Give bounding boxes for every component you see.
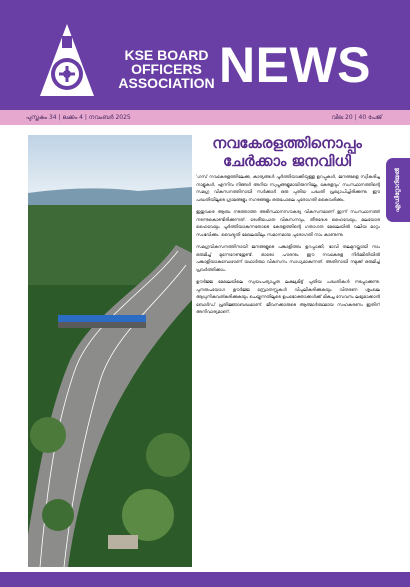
headline-line-2: ചേർക്കാം ജനവിധി bbox=[222, 152, 352, 170]
issue-details: പുസ്തകം 34 | ലക്കം 4 | നവംബർ 2025 bbox=[26, 114, 131, 121]
article-headline bbox=[197, 134, 377, 170]
section-tab-label: എഡിറ്റോറിയൽ bbox=[394, 167, 401, 213]
article-paragraph: സമഗ്രവികസനത്തിനായി ജനങ്ങളുടെ പങ്കാളിത്തം ഉറപ്പാക്കി, ഭാവി തലമുറയ്ക്കായി നാം ഒരുമിച്ച് മുന്നേറേണ്ടതുണ്ട്. ഓരോ പൗരനും ഈ നവകേരള നിർമ്മിതിയിൽ പങ്കാളിയാകുമ്പോഴാണ് യഥാർത്ഥ വികസനം സാധ്യമാകുന്നത്. അതിനായി നമുക്ക് ഒരുമിച്ച് പ്രവർത്തിക്കാം. bbox=[196, 245, 380, 273]
association-name bbox=[114, 48, 219, 90]
article-paragraph: 'ഗസ് നവകേരളത്തിലേക്കു, കാര്യങ്ങൾ പൂർത്തിയാക്കിയുള്ള ഉറപ്പുകൾ, ജനങ്ങളെ സ്വീകരിച്ച നാളുകൾ, എന്നിവ നിങ്ങൾ അറിയ സ്വപ്നങ്ങളുമായിരുന്നില്ലേ, കേരളവും' സംസ്ഥാനത്തിന്റെ സമഗ്ര വികസനത്തിനായി സർക്കാർ ഒരു പുതിയ പദ്ധതി പ്രഖ്യാപിച്ചിരിക്കുന്നു. ഈ പദ്ധതിയിലൂടെ ഗ്രാമങ്ങളും നഗരങ്ങളും ഒരുപോലെ പുരോഗതി കൈവരിക്കും. bbox=[196, 175, 380, 203]
issue-price: വില 20 | 40 പേജ് bbox=[331, 114, 382, 121]
org-line-1: KSE BOARD bbox=[124, 47, 209, 63]
org-line-2: OFFICERS bbox=[131, 61, 202, 77]
association-logo bbox=[38, 22, 96, 98]
headline-line-1: നവകേരളത്തിനൊപ്പം bbox=[212, 134, 362, 152]
article-paragraph: ഊർജ്ജ മേഖലയിലെ സ്വയംപര്യാപ്തത ലക്ഷ്യമിട്ട് പുതിയ പദ്ധതികൾ നടപ്പാക്കുന്നു. പുനരുപയോഗ ഊർജ്ജ സ്രോതസ്സുകൾ വിപുലീകരിക്കുകയും വിതരണ ശൃംഖല ആധുനികവത്കരിക്കുകയും ചെയ്യുന്നതിലൂടെ ഉപഭോക്താക്കൾക്ക് മികച്ച സേവനം ലഭ്യമാക്കാൻ ബോർഡ് പ്രതിജ്ഞാബദ്ധമാണ്. ജീവനക്കാരുടെ ആത്മാർത്ഥമായ സഹകരണം ഇതിന് അനിവാര്യമാണ്. bbox=[196, 280, 380, 315]
newsletter-title: NEWS bbox=[219, 37, 371, 93]
issue-strip bbox=[0, 110, 410, 125]
section-tab bbox=[386, 158, 410, 222]
aerial-highway-photo bbox=[28, 135, 192, 567]
footer-band bbox=[0, 572, 410, 587]
article-paragraph: ഇതുവരെ ആരും നടത്താത്ത അടിസ്ഥാനസൗകര്യ വികസനമാണ് ഇന്ന് സംസ്ഥാനത്ത് നടന്നുകൊണ്ടിരിക്കുന്നത്. ദേശീയപാത വികസനവും, തീരദേശ ഹൈവേയും, മലയോര ഹൈവേയും പൂർത്തിയാകുന്നതോടെ കേരളത്തിന്റെ ഗതാഗത മേഖലയിൽ വലിയ മാറ്റം സംഭവിക്കും. വൈദ്യുതി മേഖലയിലും സമാനമായ പുരോഗതി നാം കാണുന്നു. bbox=[196, 210, 380, 238]
masthead bbox=[0, 0, 410, 110]
article-body bbox=[196, 174, 380, 569]
org-line-3: ASSOCIATION bbox=[118, 75, 215, 91]
